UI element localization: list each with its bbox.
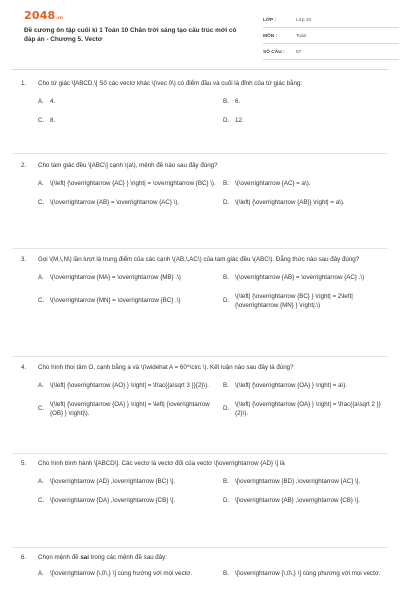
document-title: Đề cương ôn tập cuối kì 1 Toán 10 Chân trời sáng tạo cấu trúc mới có đáp án - Chương 5. Vectơ [24, 27, 237, 43]
question-2 [12, 162, 388, 208]
option-label: B. [223, 569, 229, 577]
option-label: A. [38, 569, 44, 577]
option-text: 6. [235, 97, 241, 105]
meta-row-class [263, 14, 399, 28]
question-number: 4. [21, 364, 27, 371]
option-text: \(\left| {\overrightarrow {OA} } \right| = a\). [235, 381, 348, 389]
option-list [38, 478, 388, 506]
option-c[interactable] [38, 401, 223, 419]
option-label: C. [38, 198, 45, 206]
option-text: \(\overrightarrow {AB} = \overrightarrow {AC} .\) [235, 273, 365, 281]
question-1 [12, 80, 388, 126]
option-d[interactable] [223, 293, 398, 311]
question-number: 2. [21, 162, 27, 169]
document-meta [263, 14, 399, 62]
question-text: Cho hình bình hành \[ABCD\]. Các vectơ là vectơ đối của vectơ \[\overrightarrow {AD} \] là [38, 460, 285, 467]
meta-key: SỐ CÂU : [263, 50, 285, 56]
option-text: \(\overrightarrow {MN} = \overrightarrow {BC} .\) [50, 297, 181, 305]
option-label: B. [223, 273, 229, 281]
meta-row-subject [263, 30, 399, 44]
option-b[interactable] [223, 382, 398, 391]
meta-value: Lớp 10 [296, 18, 312, 24]
emphasis-word: sai [80, 554, 89, 561]
option-label: B. [223, 381, 229, 389]
question-number: 3. [21, 256, 27, 263]
option-label: B. [223, 477, 229, 485]
option-text: \(\overrightarrow {MA} = \overrightarrow {MB} .\) [50, 273, 181, 281]
question-number: 6. [21, 554, 27, 561]
option-text: \[\overrightarrow {\,0\,} \] cùng phương với mọi vectơ. [235, 569, 381, 577]
option-list [38, 98, 388, 126]
option-text: \[\overrightarrow {\,0\,} \] cùng hướng với mọi vectơ. [50, 569, 193, 577]
question-6 [12, 554, 388, 579]
question-5 [12, 460, 388, 506]
option-a[interactable] [38, 382, 223, 391]
question-divider [12, 356, 388, 357]
option-c[interactable] [38, 497, 223, 506]
question-divider [12, 547, 388, 548]
question-4 [12, 364, 388, 419]
option-label: A. [38, 179, 44, 187]
option-text: \(\left| {\overrightarrow {BC} } \right| = 2\left| {\overrightarrow {MN} } \right|.\) [235, 292, 353, 309]
option-text: 8. [50, 116, 56, 124]
option-text: \(\left| {\overrightarrow {AO} } \right| = \frac{{a\sqrt 3 }}{2}\). [50, 381, 209, 389]
document-header [12, 0, 388, 62]
option-label: A. [38, 273, 44, 281]
question-3 [12, 256, 388, 311]
question-divider [12, 248, 388, 249]
option-d[interactable] [223, 117, 398, 126]
option-label: D. [223, 198, 230, 206]
option-a[interactable] [38, 570, 223, 579]
option-label: D. [223, 405, 230, 413]
meta-value: 57 [296, 50, 302, 56]
option-b[interactable] [223, 180, 398, 189]
option-a[interactable] [38, 98, 223, 107]
option-label: C. [38, 496, 45, 504]
question-text: Cho tam giác đều \[ABC\] cạnh \(a\), mệnh đề nào sau đây đúng? [38, 162, 218, 169]
option-text: \[\overrightarrow {BD} ,\overrightarrow {AC} \]. [235, 477, 361, 485]
option-c[interactable] [38, 293, 223, 311]
option-a[interactable] [38, 180, 223, 189]
option-b[interactable] [223, 98, 398, 107]
question-divider [12, 453, 388, 454]
option-label: C. [38, 297, 45, 305]
option-a[interactable] [38, 274, 223, 283]
option-label: C. [38, 405, 45, 413]
meta-value: Toán [296, 34, 307, 40]
option-c[interactable] [38, 117, 223, 126]
option-label: B. [223, 179, 229, 187]
question-number: 1. [21, 80, 27, 87]
option-text: \[\overrightarrow {DA} ,\overrightarrow {CB} \]. [50, 496, 176, 504]
option-text: \(\overrightarrow {AC} = a\). [235, 179, 311, 187]
option-text: \[\overrightarrow {AB} ,\overrightarrow {CB} \]. [235, 496, 360, 504]
option-b[interactable] [223, 570, 398, 579]
option-label: A. [38, 97, 44, 105]
option-text: \(\left| {\overrightarrow {OA} } \right| = \left| {\overrightarrow {OB} } \right|\). [50, 400, 210, 417]
meta-key: LỚP : [263, 18, 277, 24]
meta-row-question-count [263, 46, 399, 60]
option-d[interactable] [223, 497, 398, 506]
option-list [38, 180, 388, 208]
site-logo[interactable]: 2048.vn [24, 9, 63, 22]
option-text: \[\overrightarrow {AD} ,\overrightarrow {BC} \]. [50, 477, 176, 485]
option-list [38, 570, 388, 579]
question-divider [12, 153, 388, 154]
question-text: Cho hình thoi tâm O, cạnh bằng a và \(\widehat A = 60^\circ \). Kết luận nào sau đây là đúng? [38, 364, 294, 371]
option-label: A. [38, 381, 44, 389]
option-list [38, 274, 388, 311]
option-text: \(\left| {\overrightarrow {AC} } \right| = \overrightarrow {BC} \). [50, 179, 216, 187]
question-text: Cho tứ giác \[ABCD.\] Số các vectơ khác \(\vec 0\) có điểm đầu và cuối là đỉnh của tứ giác bằng: [38, 80, 303, 87]
question-text: Chọn mệnh đề sai trong các mệnh đề sau đây: [38, 554, 167, 561]
option-label: D. [223, 297, 230, 305]
meta-key: MÔN : [263, 34, 278, 40]
option-d[interactable] [223, 401, 398, 419]
option-text: \(\left| {\overrightarrow {AB}} \right| = a\). [235, 198, 345, 206]
option-text: \(\overrightarrow {AB} = \overrightarrow {AC} \). [50, 198, 180, 206]
question-number: 5. [21, 460, 27, 467]
question-text: Gọi \(M,\,N\) lần lượt là trung điểm của các cạnh \(AB,\,AC\) của tam giác đều \(ABC\). Đẳng thức nào sau đây đúng? [38, 256, 360, 263]
option-a[interactable] [38, 478, 223, 487]
option-list [38, 382, 388, 419]
option-text: \(\left| {\overrightarrow {OA} } \right| = \frac{{a\sqrt 2 }}{2}\). [235, 400, 381, 417]
header-divider [12, 69, 388, 70]
option-label: D. [223, 116, 230, 124]
option-text: 12. [235, 116, 244, 124]
option-label: A. [38, 477, 44, 485]
option-label: C. [38, 116, 45, 124]
option-c[interactable] [38, 199, 223, 208]
option-text: 4. [50, 97, 56, 105]
option-d[interactable] [223, 199, 398, 208]
option-b[interactable] [223, 478, 398, 487]
option-b[interactable] [223, 274, 398, 283]
option-label: B. [223, 97, 229, 105]
option-label: D. [223, 496, 230, 504]
